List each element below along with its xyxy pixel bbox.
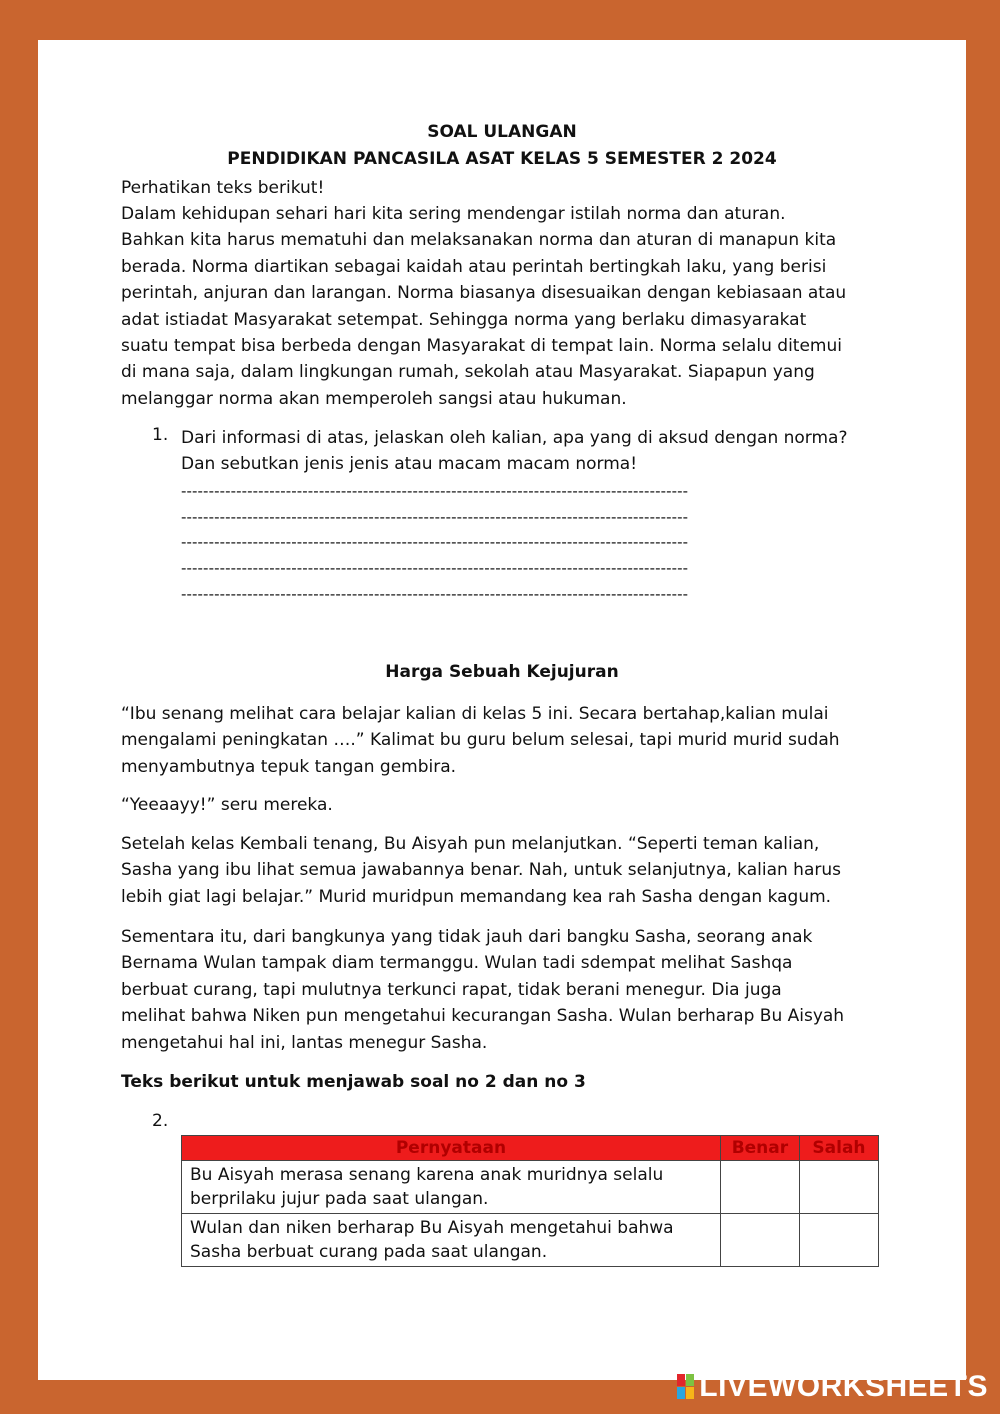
passage-line: Dalam kehidupan sehari hari kita sering mendengar istilah norma dan aturan. (121, 204, 786, 224)
liveworksheets-logo-text: LIVEWORKSHEETS (699, 1370, 988, 1403)
answer-line-5[interactable]: -------------------------------------------------------------------------------------------- (181, 585, 689, 603)
header-pernyataan: Pernyataan (182, 1136, 721, 1161)
passage-line: adat istiadat Masyarakat setempat. Sehingga norma yang berlaku dimasyarakat (121, 309, 807, 330)
statement-cell (182, 1214, 721, 1267)
story-paragraph-4 (121, 924, 921, 1056)
story-paragraph-3 (121, 831, 921, 910)
liveworksheets-logo[interactable] (677, 1370, 988, 1404)
table-row (182, 1214, 879, 1267)
answer-line-3[interactable]: -------------------------------------------------------------------------------------------- (181, 533, 689, 551)
story-line: berbuat curang, tapi mulutnya terkunci rapat, tidak berani menegur. Dia juga (121, 979, 782, 1000)
table-row (182, 1161, 879, 1214)
answer-line-2[interactable]: -------------------------------------------------------------------------------------------- (181, 508, 689, 526)
answer-line-4[interactable]: -------------------------------------------------------------------------------------------- (181, 559, 689, 577)
statement-table (181, 1135, 879, 1267)
passage-line: berada. Norma diartikan sebagai kaidah atau perintah bertingkah laku, yang berisi (121, 256, 827, 277)
story-line: mengalami peningkatan ….” Kalimat bu guru belum selesai, tapi murid murid sudah (121, 730, 840, 751)
story-paragraph-2: “Yeeaayy!” seru mereka. (121, 795, 333, 815)
liveworksheets-logo-icon (677, 1374, 695, 1400)
passage-line: perintah, anjuran dan larangan. Norma biasanya disesuaikan dengan kebiasaan atau (121, 283, 847, 304)
statement-line: Bu Aisyah merasa senang karena anak muridnya selalu (190, 1165, 664, 1185)
story-line: mengetahui hal ini, lantas menegur Sasha. (121, 1032, 488, 1053)
header-salah: Salah (799, 1136, 878, 1161)
story-title: Harga Sebuah Kejujuran (385, 662, 619, 682)
passage-line: Bahkan kita harus mematuhi dan melaksanakan norma dan aturan di manapun kita (121, 230, 837, 251)
salah-answer-cell[interactable] (799, 1214, 878, 1267)
statement-line: Sasha berbuat curang pada saat ulangan. (190, 1242, 548, 1262)
benar-answer-cell[interactable] (720, 1161, 799, 1214)
story-paragraph-1 (121, 701, 921, 780)
question-1-text (181, 425, 901, 478)
table-header-row (182, 1136, 879, 1161)
page-title: SOAL ULANGAN (427, 122, 577, 142)
story-line: “Ibu senang melihat cara belajar kalian di kelas 5 ini. Secara bertahap,kalian mulai (121, 704, 829, 724)
page-subtitle: PENDIDIKAN PANCASILA ASAT KELAS 5 SEMESTER 2 2024 (227, 149, 777, 169)
benar-answer-cell[interactable] (720, 1214, 799, 1267)
passage-line: melanggar norma akan memperoleh sangsi atau hukuman. (121, 388, 627, 409)
passage-line: di mana saja, dalam lingkungan rumah, sekolah atau Masyarakat. Siapapun yang (121, 362, 815, 383)
question-line: Dari informasi di atas, jelaskan oleh kalian, apa yang di aksud dengan norma? (181, 428, 848, 448)
story-line: menyambutnya tepuk tangan gembira. (121, 756, 457, 777)
worksheet-page (38, 40, 966, 1380)
story-line: Sasha yang ibu lihat semua jawabannya benar. Nah, untuk selanjutnya, kalian harus (121, 860, 841, 881)
passage-line: suatu tempat bisa berbeda dengan Masyarakat di tempat lain. Norma selalu ditemui (121, 336, 842, 357)
header-benar: Benar (720, 1136, 799, 1161)
story-line: Bernama Wulan tampak diam termanggu. Wulan tadi sdempat melihat Sashqa (121, 953, 793, 974)
statement-cell (182, 1161, 721, 1214)
salah-answer-cell[interactable] (799, 1161, 878, 1214)
answer-line-1[interactable]: -------------------------------------------------------------------------------------------- (181, 482, 689, 500)
intro-passage (121, 201, 921, 412)
story-line: Sementara itu, dari bangkunya yang tidak jauh dari bangku Sasha, seorang anak (121, 927, 813, 947)
intro-instruction: Perhatikan teks berikut! (121, 178, 325, 198)
question-1-number: 1. (152, 425, 169, 445)
story-line: lebih giat lagi belajar.” Murid muridpun memandang kea rah Sasha dengan kagum. (121, 886, 832, 907)
statement-line: Wulan dan niken berharap Bu Aisyah mengetahui bahwa (190, 1218, 674, 1238)
instruction-questions-2-3: Teks berikut untuk menjawab soal no 2 dan no 3 (121, 1072, 586, 1092)
story-line: Setelah kelas Kembali tenang, Bu Aisyah pun melanjutkan. “Seperti teman kalian, (121, 834, 820, 854)
story-line: melihat bahwa Niken pun mengetahui kecurangan Sasha. Wulan berharap Bu Aisyah (121, 1006, 845, 1027)
question-line: Dan sebutkan jenis jenis atau macam macam norma! (181, 454, 638, 475)
statement-line: berprilaku jujur pada saat ulangan. (190, 1189, 489, 1209)
question-2-number: 2. (152, 1111, 169, 1131)
